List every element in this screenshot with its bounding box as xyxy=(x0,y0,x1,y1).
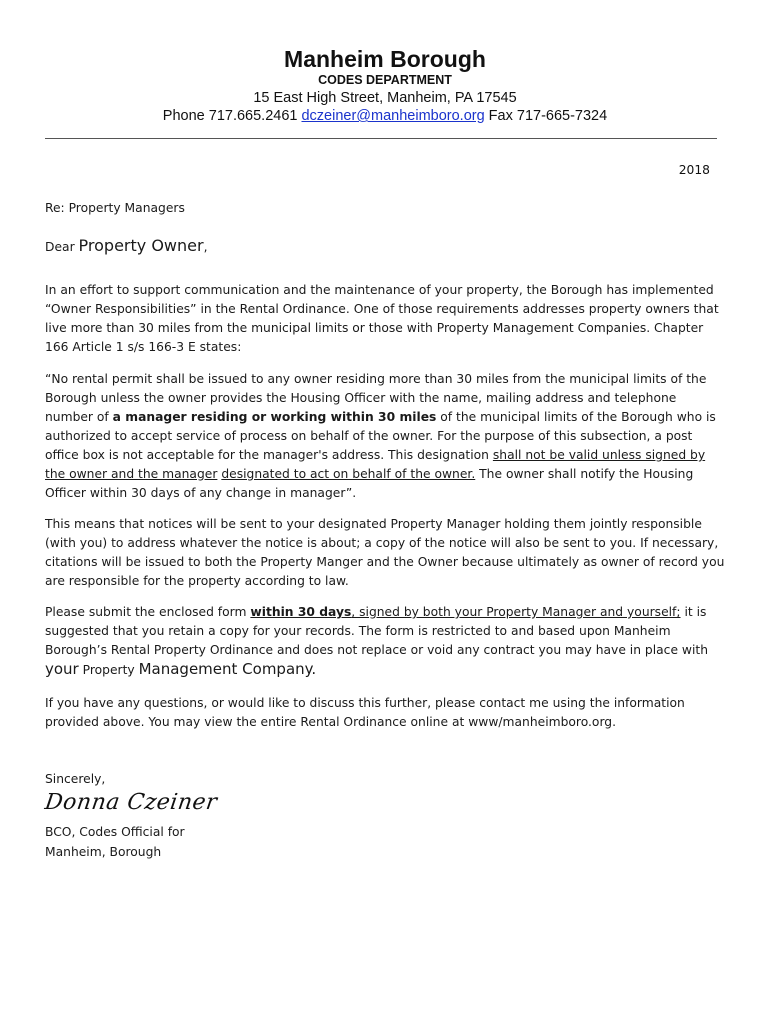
letterhead-divider xyxy=(45,138,717,139)
quote-underline-1: shall not be valid unless signed by the owner and the manager xyxy=(45,448,706,481)
salutation-word: Dear xyxy=(45,240,79,254)
letterhead-title: Manheim Borough xyxy=(284,46,486,72)
signer-title: BCO, Codes Official for xyxy=(45,825,185,839)
paragraph-intro: In an effort to support communication and the maintenance of your property, the Borough has implemented “Owner Responsibilities” in the Rental Ordinance. One of those requirements addresses property owners that live more than 30 miles from the municipal limits or those with Property Management Companies. Chapter 166 Article 1 s/s 166-3 E states: xyxy=(45,283,719,354)
letterhead-department: CODES DEPARTMENT xyxy=(318,73,452,87)
closing: Sincerely, xyxy=(45,772,106,786)
submit-part-a: Please submit the enclosed form xyxy=(45,605,251,619)
quote-part-b: of the municipal limits of the Borough who is authorized to accept service of process on behalf of the owner. For the purpose of this subsection, a post office box is not acceptable for the manager's address. This designation xyxy=(45,410,716,462)
submit-part-b: it is suggested that you retain a copy for your records. The form is restricted to and based upon Manheim Borough’s Rental Property Ordinance and does not replace or void any contract you may have in place with xyxy=(45,605,709,657)
quote-underline-2: designated to act on behalf of the owner. xyxy=(221,467,476,481)
letterhead-contact xyxy=(0,107,770,125)
submit-deadline: within 30 days xyxy=(250,605,352,619)
letterhead-address: 15 East High Street, Manheim, PA 17545 xyxy=(253,90,517,106)
submit-property: Property xyxy=(78,663,139,677)
fax-number: Fax 717-665-7324 xyxy=(484,108,608,124)
salutation-comma: , xyxy=(203,240,208,254)
quote-part-a: “No rental permit shall be issued to any owner residing more than 30 miles from the municipal limits of the Borough unless the owner provides the Housing Officer with the name, mailing address and telephone number of xyxy=(45,372,707,424)
submit-signatures: , signed by both your Property Manager and yourself; xyxy=(351,605,681,619)
subject-line: Re: Property Managers xyxy=(45,201,185,215)
submit-your: your xyxy=(45,660,79,678)
quote-bold: a manager residing or working within 30 miles xyxy=(112,410,437,424)
email-link[interactable]: dczeiner@manheimboro.org xyxy=(301,108,485,124)
paragraph-notices: This means that notices will be sent to your designated Property Manager holding them jointly responsible (with you) to address whatever the notice is about; a copy of the notice will also be sent to you. If necessary, citations will be issued to both the Property Manger and the Owner because ultimately as owner of record you are responsible for the property according to law. xyxy=(45,517,725,588)
paragraph-questions: If you have any questions, or would like to discuss this further, please contact me using the information provided above. You may view the entire Rental Ordinance online at www/manheimboro.org. xyxy=(45,696,685,729)
quote-part-c: The owner shall notify the Housing Officer within 30 days of any change in manager”. xyxy=(45,467,694,500)
signer-organization: Manheim, Borough xyxy=(45,845,162,859)
paragraph-submit-form xyxy=(45,603,725,680)
paragraph-ordinance-quote xyxy=(45,370,725,503)
salutation xyxy=(45,236,208,257)
signature: Donna Czeiner xyxy=(43,790,219,815)
salutation-name: Property Owner xyxy=(78,236,204,255)
phone-number: Phone 717.665.2461 xyxy=(162,108,302,124)
submit-management: Management Company. xyxy=(138,660,317,678)
letter-date: 2018 xyxy=(678,163,710,177)
